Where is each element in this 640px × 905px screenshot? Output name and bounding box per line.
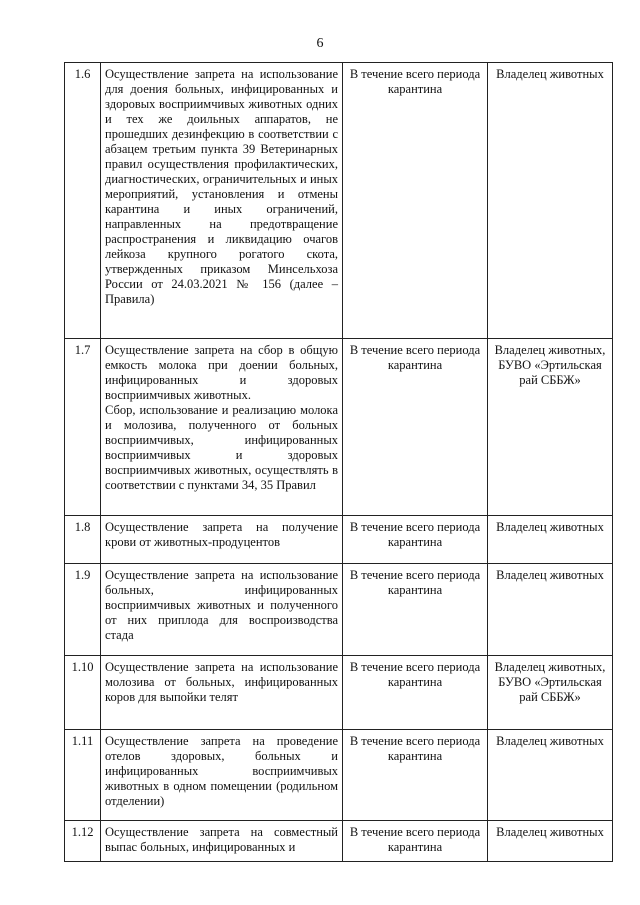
description-paragraph: Сбор, использование и реализацию молока и молозива, полученного от больных восприимчивых, инфицированных восприимчивых и здоровых восприимчивых животных, осуществлять в соответствии с пунктами 34, 35 Правил xyxy=(105,403,338,492)
measure-term: В течение всего периода карантина xyxy=(343,516,488,564)
measure-term: В течение всего периода карантина xyxy=(343,730,488,821)
measure-responsible: Владелец животных xyxy=(488,516,613,564)
description-paragraph: Осуществление запрета на сбор в общую емкость молока при доении больных, инфицированных и здоровых восприимчивых животных. xyxy=(105,343,338,402)
row-number: 1.8 xyxy=(65,516,101,564)
description-paragraph: Осуществление запрета на проведение отелов здоровых, больных и инфицированных восприимчивых животных в одном помещении (родильном отделении) xyxy=(105,734,338,808)
measures-table xyxy=(64,62,613,862)
measure-term: В течение всего периода карантина xyxy=(343,821,488,862)
description-paragraph: Осуществление запрета на использование для доения больных, инфицированных и здоровых восприимчивых животных одних и тех же доильных аппаратов, не прошедших дезинфекцию в соответствии с абзацем третьим пункта 39 Ветеринарных правил осуществления профилактических, диагностических, ограничительных и иных мероприятий, установления и отмены карантина и иных ограничений, направленных на предотвращение распространения и ликвидацию очагов лейкоза крупного рогатого скота, утвержденных приказом Минсельхоза России от 24.03.2021 № 156 (далее – Правила) xyxy=(105,67,338,306)
measure-term: В течение всего периода карантина xyxy=(343,656,488,730)
measure-responsible: Владелец животных xyxy=(488,821,613,862)
measure-term: В течение всего периода карантина xyxy=(343,564,488,656)
measure-responsible: Владелец животных xyxy=(488,730,613,821)
row-number: 1.11 xyxy=(65,730,101,821)
row-number: 1.12 xyxy=(65,821,101,862)
measure-term: В течение всего периода карантина xyxy=(343,63,488,339)
table-row xyxy=(65,63,613,339)
description-paragraph: Осуществление запрета на использование больных, инфицированных восприимчивых животных и полученного от них приплода для воспроизводства стада xyxy=(105,568,338,642)
table-row xyxy=(65,516,613,564)
description-paragraph: Осуществление запрета на совместный выпас больных, инфицированных и xyxy=(105,825,338,854)
table-row xyxy=(65,821,613,862)
table-row xyxy=(65,656,613,730)
table-row xyxy=(65,339,613,516)
description-paragraph: Осуществление запрета на получение крови от животных-продуцентов xyxy=(105,520,338,549)
measure-description xyxy=(101,821,343,862)
measure-description xyxy=(101,730,343,821)
description-paragraph: Осуществление запрета на использование молозива от больных, инфицированных коров для выпойки телят xyxy=(105,660,338,704)
measure-description xyxy=(101,339,343,516)
measure-description xyxy=(101,656,343,730)
row-number: 1.6 xyxy=(65,63,101,339)
measure-responsible: Владелец животных xyxy=(488,63,613,339)
row-number: 1.7 xyxy=(65,339,101,516)
row-number: 1.9 xyxy=(65,564,101,656)
measure-responsible: Владелец животных, БУВО «Эртильская рай СББЖ» xyxy=(488,339,613,516)
measure-term: В течение всего периода карантина xyxy=(343,339,488,516)
measure-description xyxy=(101,564,343,656)
measure-responsible: Владелец животных xyxy=(488,564,613,656)
row-number: 1.10 xyxy=(65,656,101,730)
table-row xyxy=(65,730,613,821)
table-row xyxy=(65,564,613,656)
page-number: 6 xyxy=(316,36,324,51)
measure-responsible: Владелец животных, БУВО «Эртильская рай СББЖ» xyxy=(488,656,613,730)
measure-description xyxy=(101,516,343,564)
measure-description xyxy=(101,63,343,339)
